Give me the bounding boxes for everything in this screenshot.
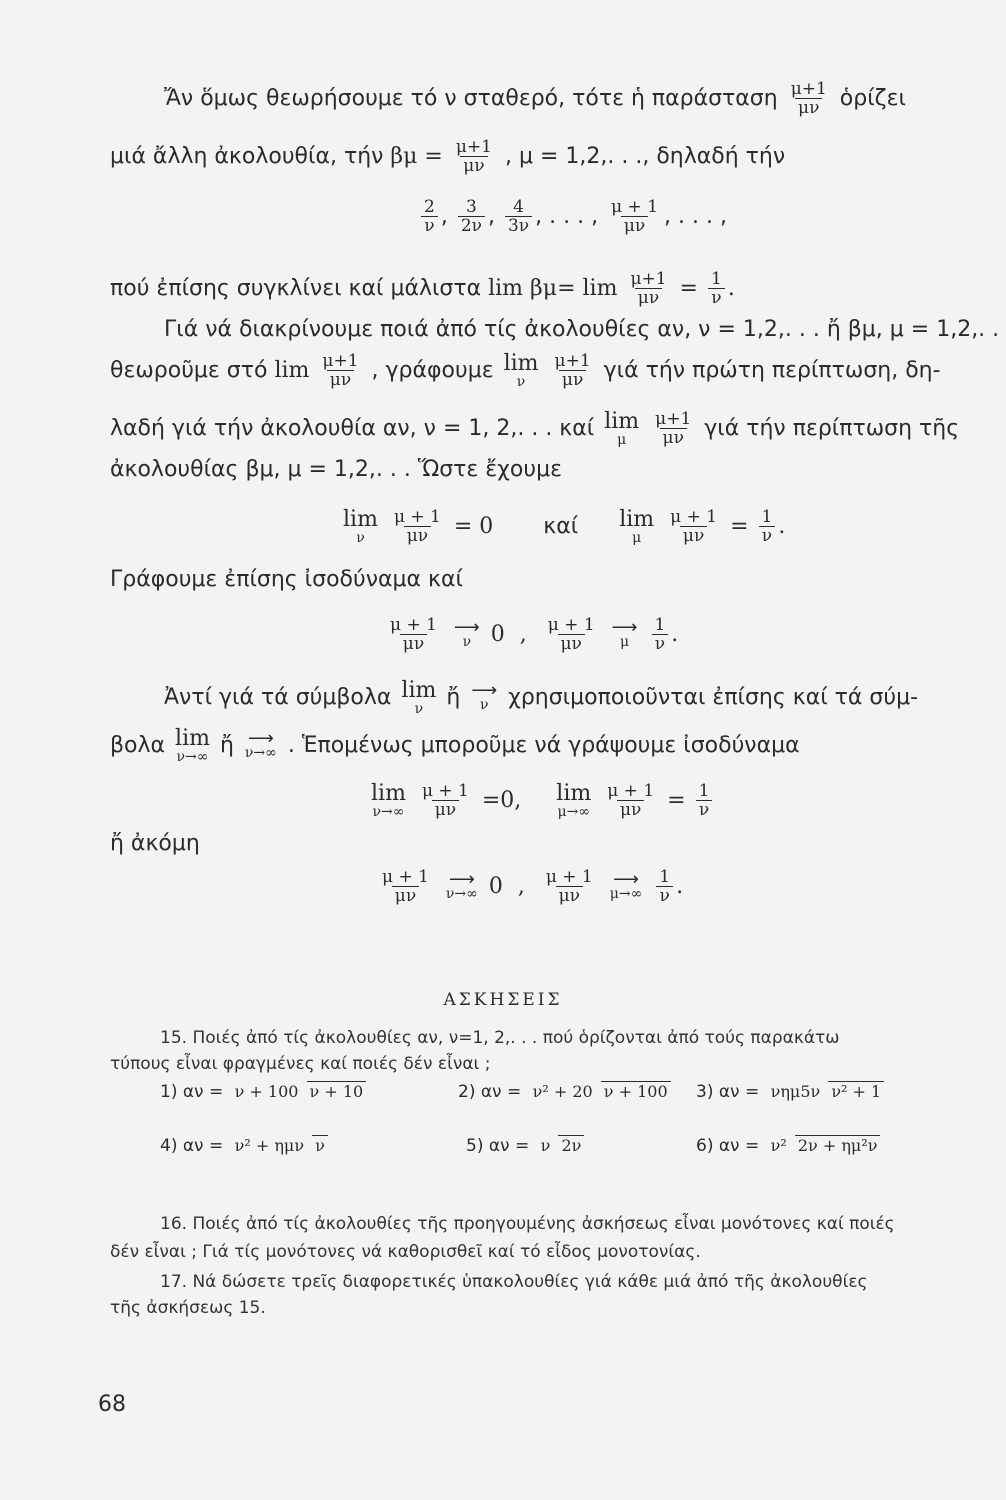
numerator: 1 [698, 781, 710, 801]
lim-nu [401, 680, 436, 716]
lim-nu [343, 506, 378, 546]
denominator: μν [460, 156, 487, 175]
lim-sub: ν [356, 529, 365, 546]
denominator: 2ν + ημ²ν [795, 1135, 881, 1155]
item-label: 4) αν = [160, 1136, 224, 1156]
paragraph-3-line-4 [110, 456, 562, 484]
text: ἤ [219, 733, 234, 758]
lim: lim [582, 275, 618, 301]
fraction [604, 782, 657, 819]
denominator: ν [656, 886, 672, 905]
lim: lim [488, 275, 524, 301]
text: . Ἑπομένως μποροῦμε νά γράψουμε ἰσοδύναμα [287, 733, 800, 758]
numerator: νημ5ν [770, 1082, 821, 1101]
fraction [708, 270, 725, 307]
paragraph-3-line-1 [164, 316, 999, 344]
numerator: μ + 1 [670, 507, 718, 527]
item-fraction [538, 1137, 585, 1155]
item-fraction [768, 1137, 881, 1155]
arrow-sub: μ→∞ [609, 885, 643, 902]
arrow-sub: μ [620, 633, 630, 650]
denominator: μν [400, 634, 427, 653]
item-label: 5) αν = [466, 1136, 530, 1156]
equals-zero: =0, [481, 787, 522, 813]
comma: , [440, 203, 448, 229]
numerator: μ+1 [655, 409, 692, 429]
arrow-sub: ν→∞ [244, 745, 277, 761]
arrow-icon: ⟶ [453, 616, 480, 638]
arrow-icon: ⟶ [613, 868, 639, 890]
text: πού ἐπίσης συγκλίνει καί μάλιστα [110, 275, 482, 301]
denominator: 2ν [458, 216, 485, 235]
or-even-line [110, 830, 200, 858]
item-label: 1) αν = [160, 1082, 224, 1102]
dot: . [778, 513, 786, 539]
arrow-icon: ⟶ [471, 680, 498, 701]
arrow-mu-inf [609, 868, 643, 902]
and-word: καί [543, 513, 579, 539]
item-fraction [768, 1083, 885, 1101]
arrow-nu [453, 616, 480, 650]
equals: = [667, 787, 686, 813]
arrow-nu [471, 680, 498, 713]
lim-word: lim [619, 506, 655, 532]
equals: = [679, 275, 698, 301]
text: γιά τήν περίπτωση τῆς [704, 415, 960, 441]
page-number: 68 [98, 1392, 126, 1417]
denominator: μν [795, 98, 822, 117]
denominator: 2ν [558, 1135, 584, 1155]
fraction [419, 782, 472, 819]
arrow-mu [611, 616, 638, 650]
exercise-item-4 [160, 1136, 331, 1156]
ellipsis: , . . . , [664, 203, 727, 229]
denominator: μν [556, 886, 583, 905]
numerator: μ+1 [322, 351, 359, 371]
numerator: 1 [761, 507, 773, 527]
fraction-mu1-over-munu [788, 80, 830, 117]
text: βολα [110, 733, 166, 758]
denominator: ν + 10 [307, 1081, 367, 1101]
display-equation-4 [376, 868, 683, 905]
numerator: ν² + ημν [234, 1136, 305, 1155]
numerator: ν [540, 1136, 551, 1155]
exercise-17-line-2: τῆς ἀσκήσεως 15. [110, 1298, 266, 1318]
denominator: ν [696, 800, 712, 819]
fraction [391, 508, 444, 545]
numerator: μ + 1 [393, 507, 441, 527]
paragraph-5-line-1 [164, 680, 918, 716]
denominator: μν [432, 800, 459, 819]
exercise-item-3 [696, 1082, 887, 1102]
numerator: 1 [710, 269, 722, 289]
lim: lim [274, 357, 310, 383]
exercise-16-line-2: δέν εἶναι ; Γιά τίς μονότονες νά καθορισθεῖ καί τό εἶδος μονοτονίας. [110, 1242, 701, 1262]
text: ἀκολουθίας βμ, μ = 1,2,. . . Ὥστε ἔχουμε [110, 457, 562, 482]
arrow-nu-inf [445, 868, 478, 902]
text: λαδή γιά τήν ἀκολουθία αν, ν = 1, 2,. . . καί [110, 415, 595, 441]
fraction [696, 782, 713, 819]
equals-zero: = 0 [453, 513, 494, 539]
paragraph-2 [110, 270, 735, 307]
text: θεωροῦμε στό [110, 357, 268, 383]
denominator: μν [404, 526, 431, 545]
seq-term-2 [458, 198, 485, 235]
denominator: ν [652, 634, 668, 653]
arrow-sub: ν [462, 633, 472, 650]
fraction [627, 270, 669, 307]
numerator: μ+1 [455, 137, 492, 157]
lim-sub: μ [632, 529, 642, 546]
beta-def: βμ = [390, 143, 443, 169]
arrow-sub: ν→∞ [445, 885, 478, 902]
arrow-nu-inf [244, 728, 277, 761]
paragraph-1-line-2 [110, 138, 785, 175]
lim-word: lim [343, 506, 378, 532]
lim-sub: ν→∞ [372, 803, 405, 820]
text: ἤ [446, 685, 461, 710]
lim-word: lim [604, 408, 640, 434]
denominator: μν [327, 370, 354, 389]
lim-word: lim [371, 780, 406, 806]
denominator: μν [660, 428, 687, 447]
denominator: μν [621, 216, 648, 235]
arrow-icon: ⟶ [611, 616, 638, 638]
exercise-17-line-1: 17. Νά δώσετε τρεῖς διαφορετικές ὑπακολουθίες γιά κάθε μιά ἀπό τῆς ἀκολουθίες [160, 1272, 868, 1292]
item-fraction [232, 1137, 328, 1155]
text: Ἀντί γιά τά σύμβολα [164, 685, 392, 710]
denominator: μν [558, 634, 585, 653]
numerator: 4 [513, 197, 524, 217]
fraction [656, 868, 673, 905]
denominator: 3ν [505, 216, 532, 235]
numerator: ν² [770, 1136, 787, 1155]
fraction [667, 508, 720, 545]
denominator: μν [559, 370, 586, 389]
numerator: μ + 1 [382, 867, 429, 887]
paragraph-5-line-2 [110, 728, 800, 764]
fraction [652, 410, 694, 447]
text: , μ = 1,2,. . ., δηλαδή τήν [504, 143, 786, 169]
denominator: μν [680, 526, 707, 545]
lim-nu-inf [371, 780, 406, 820]
numerator: 1 [659, 867, 671, 887]
zero: 0 [488, 873, 503, 899]
denominator: ν [312, 1135, 328, 1155]
lim-sub: μ [617, 431, 627, 448]
exercises-heading: ΑΣΚΗΣΕΙΣ [443, 990, 563, 1010]
item-fraction [530, 1083, 671, 1101]
text: Γιά νά διακρίνουμε ποιά ἀπό τίς ἀκολουθίες αν, ν = 1,2,. . . ἤ βμ, μ = 1,2,. . [164, 317, 1000, 342]
numerator: μ+1 [630, 269, 667, 289]
fraction [379, 868, 432, 905]
seq-term-general [608, 198, 661, 235]
lim-word: lim [556, 780, 592, 806]
arrow-icon: ⟶ [247, 728, 274, 749]
dot: . [671, 621, 679, 647]
lim-nu [503, 350, 539, 390]
numerator: μ + 1 [611, 197, 659, 217]
paragraph-1-line-1 [164, 80, 906, 117]
numerator: μ + 1 [547, 615, 595, 635]
arrow-sub: ν [479, 697, 489, 713]
text: ὁρίζει [839, 85, 906, 111]
seq-term-3 [505, 198, 532, 235]
ellipsis: , . . . , [535, 203, 599, 229]
fraction [319, 352, 361, 389]
numerator: 3 [465, 197, 477, 217]
lim-word: lim [175, 726, 210, 751]
text: Ἄν ὅμως θεωρήσουμε τό ν σταθερό, τότε ἡ παράσταση [164, 85, 778, 111]
paragraph-3-line-2 [110, 352, 941, 389]
fraction [453, 138, 495, 175]
text: Γράφουμε ἐπίσης ἰσοδύναμα καί [110, 567, 463, 592]
numerator: μ + 1 [607, 781, 655, 801]
lim-mu [604, 408, 640, 448]
paragraph-3-line-3 [110, 410, 959, 447]
text: χρησιμοποιοῦνται ἐπίσης καί τά σύμ- [508, 685, 919, 710]
item-label: 2) αν = [458, 1082, 522, 1102]
item-fraction [232, 1083, 367, 1101]
comma: , [519, 621, 527, 647]
numerator: μ + 1 [421, 781, 469, 801]
denominator: μν [617, 800, 644, 819]
fraction [543, 868, 596, 905]
item-label: 3) αν = [696, 1082, 760, 1102]
lim-sub: ν [516, 373, 526, 390]
fraction [387, 616, 440, 653]
display-equation-1 [340, 508, 785, 545]
sequence-display [418, 198, 727, 235]
lim-word: lim [401, 678, 437, 703]
exercise-item-5 [466, 1136, 587, 1156]
exercise-item-1 [160, 1082, 369, 1102]
text: , γράφουμε [371, 357, 494, 383]
fraction [651, 616, 668, 653]
exercise-16-line-1: 16. Ποιές ἀπό τίς ἀκολουθίες τῆς προηγουμένης ἀσκήσεως εἶναι μονότονες καί ποιές [160, 1214, 895, 1234]
comma: , [517, 873, 525, 899]
seq-term-1 [421, 198, 438, 235]
item-label: 6) αν = [696, 1136, 760, 1156]
denominator: μν [392, 886, 419, 905]
dot: . [727, 275, 735, 301]
dot: . [676, 873, 684, 899]
fraction [545, 616, 598, 653]
exercise-item-2 [458, 1082, 674, 1102]
denominator: μν [635, 288, 662, 307]
text: ἤ ἀκόμη [110, 831, 200, 856]
denominator: ν + 100 [601, 1081, 671, 1101]
denominator: ν² + 1 [828, 1081, 884, 1101]
numerator: μ+1 [790, 79, 827, 99]
numerator: μ + 1 [390, 615, 437, 635]
lim-sub: ν [414, 701, 424, 717]
numerator: ν² + 20 [532, 1082, 593, 1101]
denominator: ν [708, 288, 724, 307]
lim-nu-inf [175, 728, 210, 764]
denominator: ν [421, 216, 437, 235]
numerator: μ + 1 [545, 867, 593, 887]
lim-mu [619, 506, 655, 546]
comma: , [487, 203, 495, 229]
fraction [759, 508, 776, 545]
exercise-15-line-2: τύπους εἶναι φραγμένες καί ποιές δέν εἶναι ; [110, 1054, 491, 1074]
exercise-15-line-1: 15. Ποιές ἀπό τίς ἀκολουθίες αν, ν=1, 2,. . . πού ὁρίζονται ἀπό τούς παρακάτω [160, 1028, 840, 1048]
equals: = [730, 513, 749, 539]
display-equation-3 [368, 782, 715, 819]
lim-sub: μ→∞ [557, 803, 591, 820]
numerator: ν + 100 [234, 1082, 299, 1101]
numerator: 2 [424, 197, 435, 217]
zero: 0 [490, 621, 505, 647]
beta-mu: βμ= [530, 275, 576, 301]
lim-sub: ν→∞ [176, 749, 209, 765]
text: μιά ἄλλη ἀκολουθία, τήν [110, 143, 384, 169]
numerator: μ+1 [554, 351, 591, 371]
arrow-icon: ⟶ [448, 868, 475, 890]
lim-mu-inf [556, 780, 592, 820]
paragraph-4 [110, 566, 463, 594]
exercise-item-6 [696, 1136, 883, 1156]
text: γιά τήν πρώτη περίπτωση, δη- [603, 357, 941, 383]
lim-word: lim [503, 350, 539, 376]
denominator: ν [759, 526, 775, 545]
numerator: 1 [654, 615, 666, 635]
display-equation-2 [384, 616, 678, 653]
fraction [552, 352, 594, 389]
